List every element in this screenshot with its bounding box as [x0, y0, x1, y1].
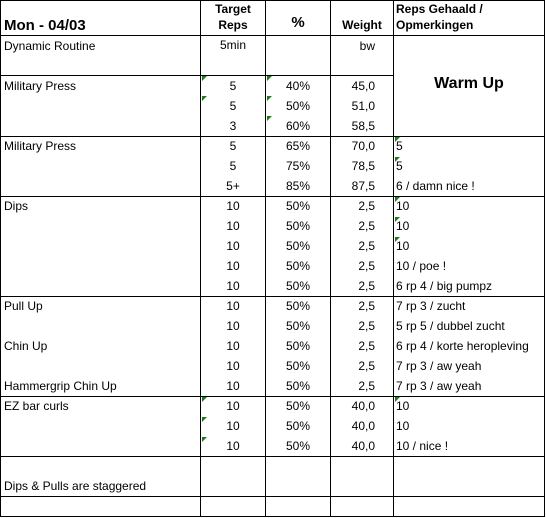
weight-cell[interactable]: 2,5	[358, 239, 375, 253]
col-header-target-reps	[201, 1, 265, 33]
comment-indicator-icon	[395, 157, 400, 162]
reps-cell[interactable]	[201, 476, 265, 496]
weight-cell[interactable]: 58,5	[351, 119, 375, 133]
sheet-title: Mon - 04/03	[4, 17, 86, 34]
percent-cell[interactable]: 50%	[285, 359, 311, 373]
note-cell[interactable]	[396, 476, 544, 496]
exercise-cell[interactable]: Military Press	[4, 139, 77, 153]
note-cell[interactable]	[396, 76, 544, 96]
reps-cell[interactable]: 10	[226, 439, 240, 453]
comment-indicator-icon	[395, 397, 400, 402]
percent-cell[interactable]: 50%	[285, 319, 311, 333]
exercise-cell[interactable]: Chin Up	[4, 339, 48, 353]
reps-cell[interactable]: 10	[226, 379, 240, 393]
percent-cell[interactable]: 50%	[285, 439, 311, 453]
percent-cell[interactable]: 85%	[285, 179, 311, 193]
percent-cell[interactable]: 50%	[285, 299, 311, 313]
percent-cell[interactable]: 40%	[285, 79, 311, 93]
note-cell[interactable]: 10 / nice !	[396, 439, 449, 453]
comment-indicator-icon	[202, 397, 207, 402]
weight-cell[interactable]: 2,5	[358, 219, 375, 233]
percent-cell[interactable]: 60%	[285, 119, 311, 133]
row-border	[394, 136, 545, 137]
percent-cell[interactable]: 50%	[285, 339, 311, 353]
weight-cell[interactable]	[331, 476, 375, 496]
note-cell[interactable]	[396, 456, 544, 476]
reps-cell[interactable]	[201, 56, 265, 76]
percent-cell[interactable]: 50%	[285, 399, 311, 413]
exercise-cell[interactable]	[4, 236, 200, 256]
column-border	[0, 0, 1, 517]
weight-cell[interactable]: 78,5	[351, 159, 375, 173]
note-cell[interactable]: 5	[396, 159, 403, 173]
row-border	[0, 496, 545, 497]
row-border	[0, 456, 545, 457]
weight-cell[interactable]: bw	[359, 39, 375, 53]
note-cell[interactable]	[396, 36, 544, 56]
note-cell[interactable]: 7 rp 3 / aw yeah	[396, 359, 482, 373]
note-cell[interactable]: 10	[396, 419, 410, 433]
weight-cell[interactable]: 2,5	[358, 359, 375, 373]
percent-cell[interactable]	[266, 496, 330, 516]
percent-cell[interactable]: 50%	[285, 239, 311, 253]
exercise-cell[interactable]: Dips	[4, 199, 29, 213]
comment-indicator-icon	[202, 437, 207, 442]
weight-cell[interactable]: 2,5	[358, 279, 375, 293]
percent-cell[interactable]: 50%	[285, 259, 311, 273]
percent-cell[interactable]: 50%	[285, 379, 311, 393]
exercise-cell[interactable]: EZ bar curls	[4, 399, 69, 413]
exercise-cell[interactable]	[4, 416, 200, 436]
weight-cell[interactable]: 2,5	[358, 259, 375, 273]
exercise-cell[interactable]	[4, 316, 200, 336]
col-header-percent: %	[291, 14, 305, 31]
comment-indicator-icon	[202, 417, 207, 422]
note-cell[interactable]: 6 rp 4 / korte heropleving	[396, 339, 529, 353]
note-cell[interactable]: 6 rp 4 / big pumpz	[396, 279, 493, 293]
note-cell[interactable]: 7 rp 3 / aw yeah	[396, 379, 482, 393]
weight-cell[interactable]: 45,0	[351, 79, 375, 93]
reps-cell[interactable]: 10	[226, 299, 240, 313]
note-cell[interactable]	[396, 496, 544, 516]
exercise-cell[interactable]	[4, 116, 200, 136]
row-border	[0, 396, 545, 397]
note-cell[interactable]: 10 / poe !	[396, 259, 447, 273]
reps-cell[interactable]: 10	[226, 359, 240, 373]
weight-cell[interactable]: 2,5	[358, 319, 375, 333]
weight-cell[interactable]: 40,0	[351, 419, 375, 433]
column-border	[393, 0, 394, 517]
col-header-weight: Weight	[342, 18, 382, 32]
comment-indicator-icon	[202, 96, 207, 101]
column-border	[330, 0, 331, 517]
column-border	[544, 0, 545, 517]
row-border	[0, 0, 545, 1]
col-header-notes	[396, 1, 544, 33]
note-cell[interactable]: 6 / damn nice !	[396, 179, 475, 193]
reps-cell[interactable]: 10	[226, 339, 240, 353]
exercise-cell[interactable]	[4, 176, 200, 196]
weight-cell[interactable]	[331, 456, 375, 476]
note-cell[interactable]: 7 rp 3 / zucht	[396, 299, 466, 313]
weight-cell[interactable]: 40,0	[351, 399, 375, 413]
percent-cell[interactable]: 65%	[285, 139, 311, 153]
weight-cell[interactable]: 40,0	[351, 439, 375, 453]
exercise-cell[interactable]	[4, 256, 200, 276]
reps-cell[interactable]: 5+	[226, 179, 240, 193]
note-cell[interactable]: 10	[396, 399, 410, 413]
reps-cell[interactable]	[201, 456, 265, 476]
comment-indicator-icon	[267, 76, 272, 81]
note-cell[interactable]: 10	[396, 239, 410, 253]
col-header-reps-line: Reps	[218, 18, 248, 32]
weight-cell[interactable]: 87,5	[351, 179, 375, 193]
col-header-target-line: Target	[215, 2, 251, 16]
weight-cell[interactable]: 70,0	[351, 139, 375, 153]
comment-indicator-icon	[395, 137, 400, 142]
weight-cell[interactable]: 2,5	[358, 199, 375, 213]
percent-cell[interactable]: 75%	[285, 159, 311, 173]
reps-cell[interactable]: 10	[226, 219, 240, 233]
comment-indicator-icon	[395, 237, 400, 242]
comment-indicator-icon	[395, 197, 400, 202]
reps-cell[interactable]	[201, 496, 265, 516]
reps-cell[interactable]: 5	[229, 159, 237, 173]
percent-cell[interactable]: 50%	[285, 219, 311, 233]
note-cell[interactable]	[396, 116, 544, 136]
note-cell[interactable]	[396, 56, 544, 76]
exercise-cell[interactable]: Pull Up	[4, 299, 43, 313]
row-border	[0, 196, 545, 197]
exercise-cell[interactable]	[4, 56, 200, 76]
note-cell[interactable]: 5	[396, 139, 403, 153]
percent-cell[interactable]: 50%	[285, 99, 311, 113]
reps-cell[interactable]: 5	[229, 139, 237, 153]
weight-cell[interactable]	[331, 496, 375, 516]
exercise-cell[interactable]	[4, 436, 200, 456]
weight-cell[interactable]: 2,5	[358, 379, 375, 393]
comment-indicator-icon	[395, 217, 400, 222]
weight-cell[interactable]	[331, 56, 375, 76]
percent-cell[interactable]	[266, 56, 330, 76]
weight-cell[interactable]: 2,5	[358, 299, 375, 313]
exercise-cell[interactable]: Dynamic Routine	[4, 39, 96, 53]
reps-cell[interactable]: 10	[226, 199, 240, 213]
reps-cell[interactable]: 10	[226, 419, 240, 433]
row-border	[0, 75, 393, 76]
note-cell[interactable]: 5 rp 5 / dubbel zucht	[396, 319, 505, 333]
comment-indicator-icon	[267, 96, 272, 101]
col-header-notes-line1: Reps Gehaald /	[396, 2, 483, 16]
weight-cell[interactable]: 2,5	[358, 339, 375, 353]
exercise-cell[interactable]	[4, 216, 200, 236]
reps-cell[interactable]: 10	[226, 399, 240, 413]
percent-cell[interactable]: 50%	[285, 279, 311, 293]
exercise-cell[interactable]: Hammergrip Chin Up	[4, 379, 117, 393]
col-header-notes-line2: Opmerkingen	[396, 18, 474, 32]
reps-cell[interactable]: 10	[226, 279, 240, 293]
row-border	[0, 296, 545, 297]
exercise-cell[interactable]	[4, 156, 200, 176]
exercise-cell[interactable]	[4, 356, 200, 376]
note-cell[interactable]: 10	[396, 219, 410, 233]
column-border	[265, 0, 266, 517]
exercise-cell[interactable]	[4, 456, 200, 476]
comment-indicator-icon	[267, 116, 272, 121]
column-border	[200, 0, 201, 517]
percent-cell[interactable]: 50%	[285, 419, 311, 433]
exercise-cell[interactable]	[4, 496, 200, 516]
reps-cell[interactable]: 10	[226, 259, 240, 273]
warm-up-label: Warm Up	[434, 75, 504, 92]
reps-cell[interactable]: 10	[226, 239, 240, 253]
weight-cell[interactable]: 51,0	[351, 99, 375, 113]
row-border	[0, 35, 545, 36]
exercise-cell[interactable]: Dips & Pulls are staggered	[4, 479, 147, 493]
exercise-cell[interactable]	[4, 96, 200, 116]
reps-cell[interactable]: 3	[229, 119, 237, 133]
percent-cell[interactable]	[266, 476, 330, 496]
percent-cell[interactable]	[266, 36, 330, 56]
reps-cell[interactable]: 10	[226, 319, 240, 333]
row-border	[0, 516, 545, 517]
exercise-cell[interactable]: Military Press	[4, 79, 77, 93]
percent-cell[interactable]	[266, 456, 330, 476]
percent-cell[interactable]: 50%	[285, 199, 311, 213]
comment-indicator-icon	[202, 76, 207, 81]
exercise-cell[interactable]	[4, 276, 200, 296]
reps-cell[interactable]: 5	[229, 79, 237, 93]
reps-cell[interactable]: 5	[229, 99, 237, 113]
note-cell[interactable]	[396, 96, 544, 116]
note-cell[interactable]: 10	[396, 199, 410, 213]
reps-cell[interactable]: 5min	[219, 38, 246, 52]
